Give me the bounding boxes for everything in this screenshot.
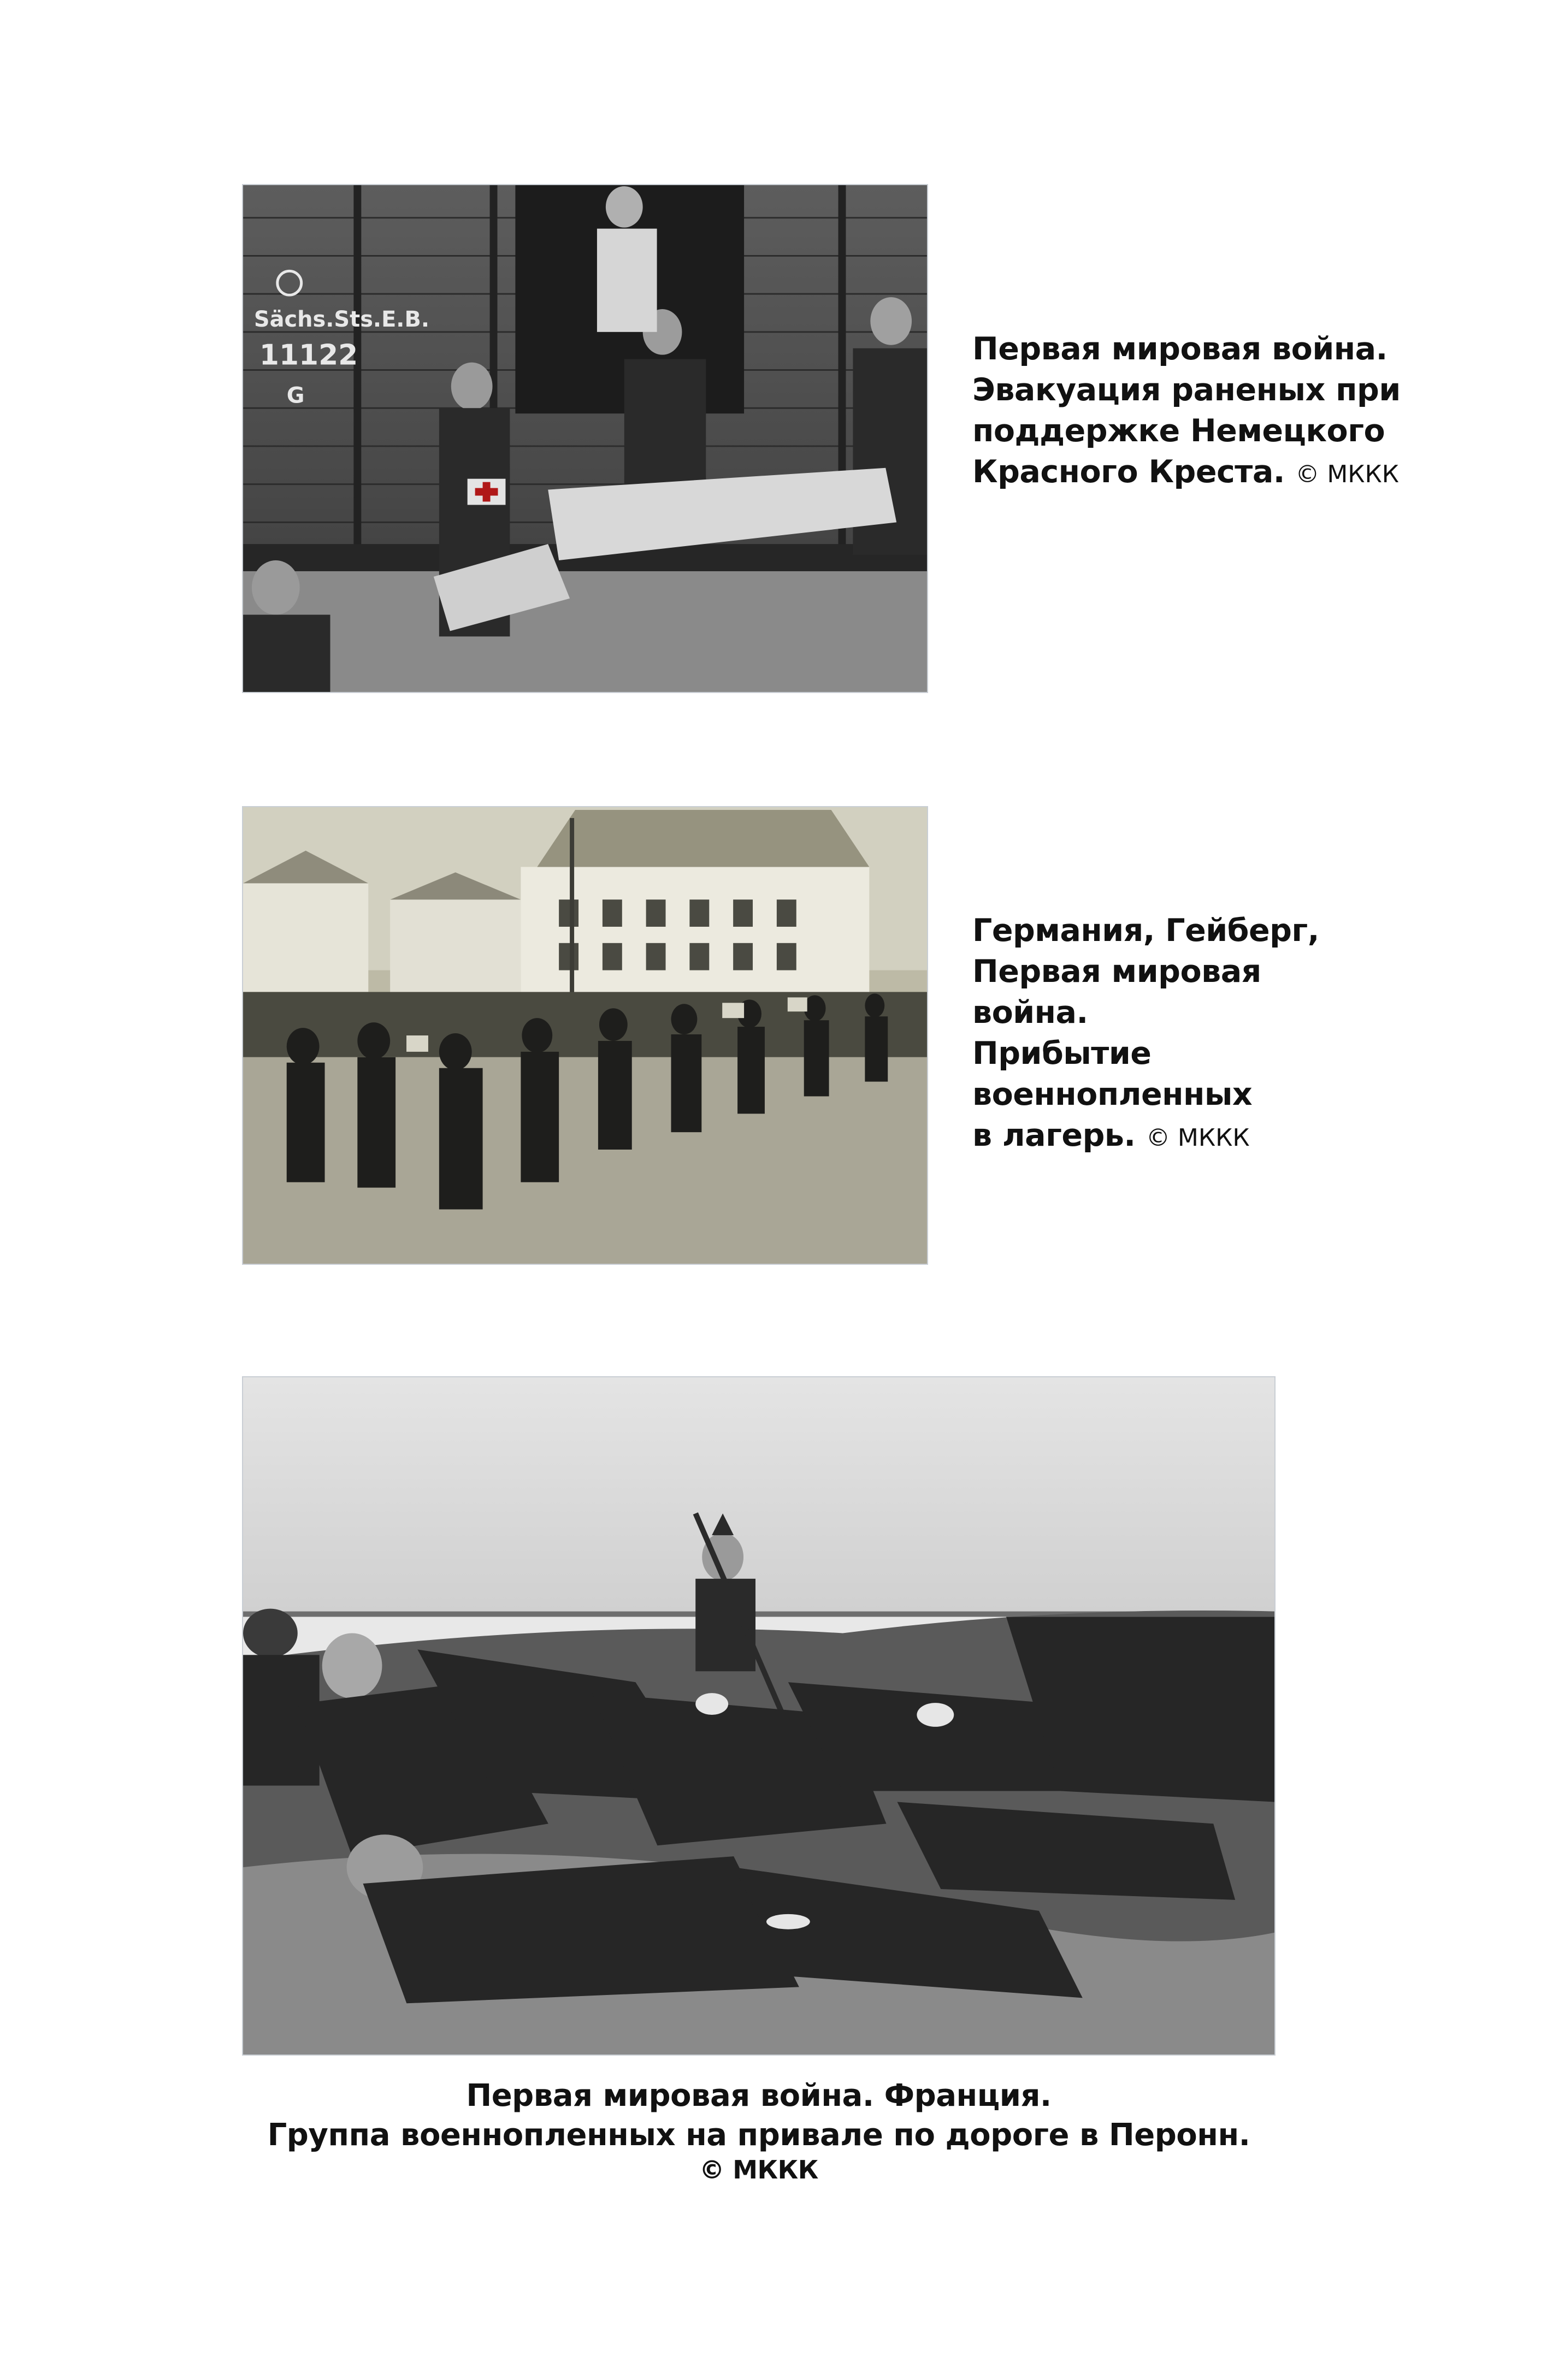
caption-line: Первая мировая война. bbox=[972, 331, 1388, 367]
photo-prisoners-resting bbox=[242, 1376, 1276, 2056]
caption-line: Прибытие bbox=[972, 1035, 1152, 1071]
caption-line-with-credit bbox=[972, 1115, 1319, 1158]
caption-line-with-credit bbox=[972, 452, 1401, 495]
caption-wounded-evacuation bbox=[972, 329, 1401, 495]
wagon-marking-class: G bbox=[286, 383, 305, 408]
photo-wounded-evacuation bbox=[242, 184, 928, 693]
photo-wounded-evacuation-image bbox=[243, 185, 927, 692]
caption-line: Первая мировая bbox=[972, 954, 1261, 990]
caption-line: Красного Креста. bbox=[972, 454, 1285, 490]
caption-line: поддержке Немецкого bbox=[972, 413, 1385, 449]
photo-credit: © МККК bbox=[1295, 460, 1399, 488]
photo-prisoners-arrival bbox=[242, 806, 928, 1265]
caption-line: Группа военнопленных на привале по дороге в Перонн. bbox=[267, 2117, 1250, 2153]
caption-prisoners-resting bbox=[242, 2076, 1276, 2184]
caption-line: военнопленных bbox=[972, 1076, 1253, 1112]
wagon-marking-number: 11122 bbox=[259, 339, 358, 372]
photo-prisoners-resting-image bbox=[243, 1377, 1274, 2055]
caption-line: Эвакуация раненых при bbox=[972, 372, 1401, 408]
photo-credit: © МККК bbox=[699, 2155, 818, 2184]
caption-line: война. bbox=[972, 994, 1088, 1031]
caption-prisoners-arrival bbox=[972, 910, 1319, 1158]
photo-credit: © МККК bbox=[1146, 1124, 1250, 1152]
caption-line: в лагерь. bbox=[972, 1117, 1136, 1153]
wagon-marking-owner: Sächs.Sts.E.B. bbox=[253, 306, 429, 332]
caption-line: Первая мировая война. Франция. bbox=[466, 2078, 1052, 2113]
caption-line: Германия, Гейберг, bbox=[972, 913, 1319, 949]
photo-prisoners-arrival-image bbox=[243, 807, 927, 1264]
